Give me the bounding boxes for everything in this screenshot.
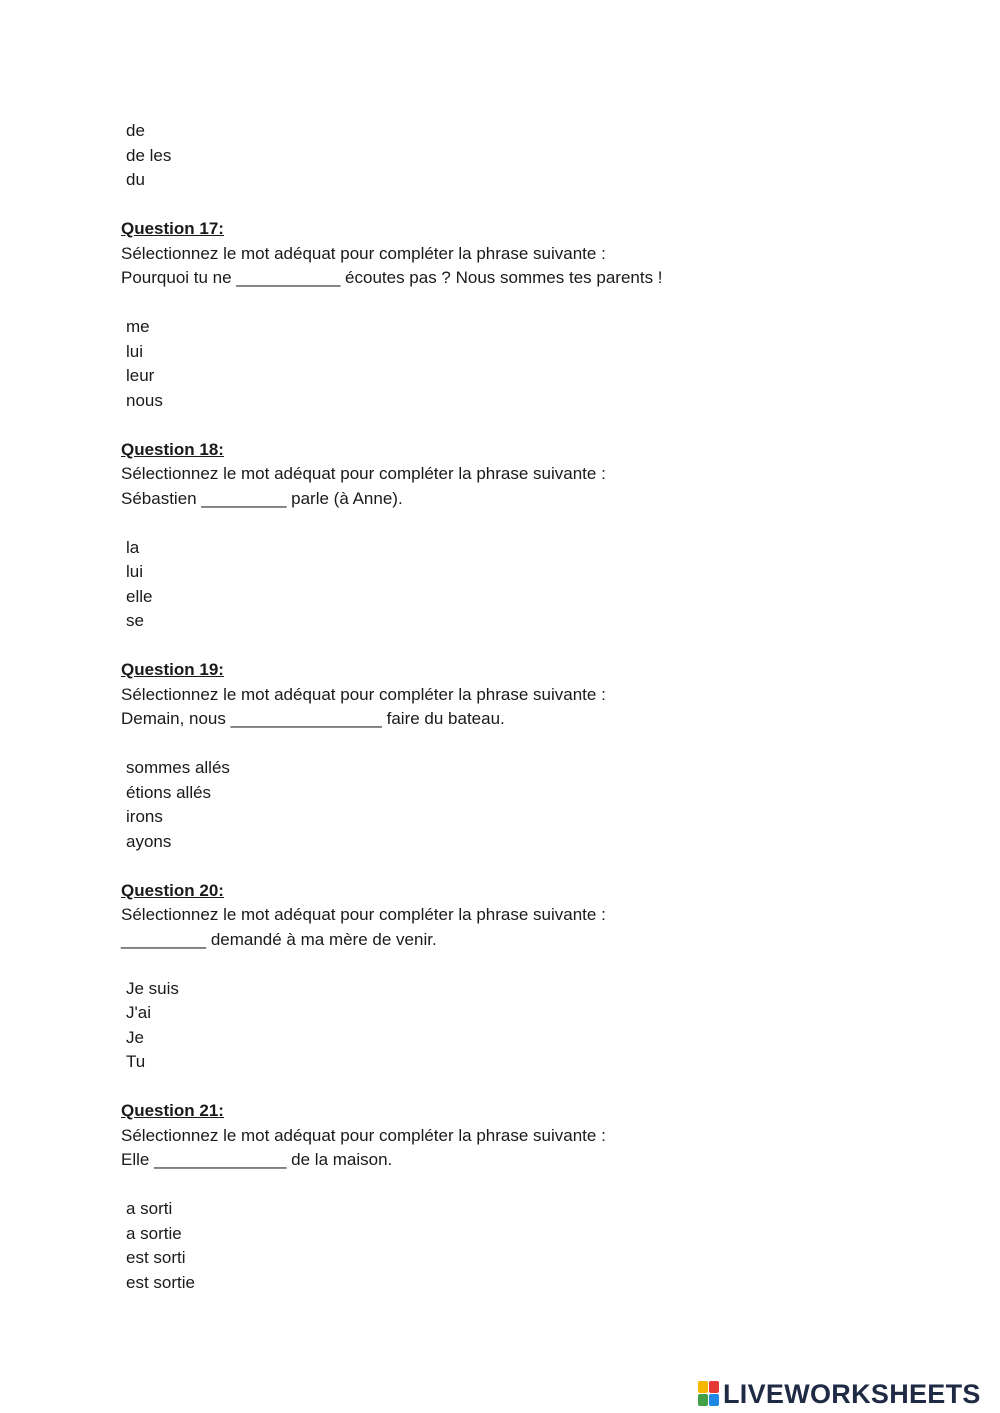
logo-block-2 — [709, 1381, 719, 1393]
question-instruction: Sélectionnez le mot adéquat pour compléter la phrase suivante : — [121, 243, 606, 263]
logo-mark-icon — [698, 1381, 720, 1407]
answer-option[interactable]: J'ai — [126, 1003, 151, 1022]
question-instruction: Sélectionnez le mot adéquat pour compléter la phrase suivante : — [121, 1125, 606, 1145]
question-title: Question 19: — [121, 660, 224, 679]
answer-option[interactable]: est sortie — [126, 1272, 195, 1292]
question-18 — [121, 438, 941, 634]
top-options — [121, 119, 941, 193]
question-instruction: Sélectionnez le mot adéquat pour compléter la phrase suivante : — [121, 905, 606, 924]
answer-option[interactable]: me — [126, 317, 150, 336]
question-19 — [121, 658, 941, 854]
answer-option[interactable]: a sortie — [126, 1223, 182, 1243]
question-instruction: Sélectionnez le mot adéquat pour compléter la phrase suivante : — [121, 684, 606, 704]
answer-option[interactable]: se — [126, 611, 144, 630]
logo-text: LIVEWORKSHEETS — [723, 1378, 981, 1409]
answer-option[interactable]: lui — [126, 562, 144, 581]
question-sentence: Demain, nous ________________ faire du bateau. — [121, 709, 505, 728]
question-instruction: Sélectionnez le mot adéquat pour compléter la phrase suivante : — [121, 464, 606, 483]
question-title: Question 21: — [121, 1101, 224, 1120]
logo-block-4 — [709, 1394, 719, 1406]
answer-option[interactable]: lui — [126, 341, 144, 361]
logo-block-1 — [698, 1381, 708, 1393]
question-title: Question 20: — [121, 880, 224, 900]
answer-option[interactable]: a sorti — [126, 1199, 173, 1218]
answer-options — [121, 756, 941, 854]
answer-option[interactable]: du — [126, 170, 145, 189]
answer-option[interactable]: étions allés — [126, 782, 212, 802]
answer-option[interactable]: nous — [126, 390, 163, 410]
worksheet-page — [121, 119, 941, 1295]
answer-options — [121, 536, 941, 634]
answer-options — [121, 1197, 941, 1295]
answer-options — [121, 977, 941, 1075]
question-sentence: _________ demandé à ma mère de venir. — [121, 929, 437, 949]
question-21 — [121, 1099, 941, 1295]
logo-block-3 — [698, 1394, 708, 1406]
answer-option[interactable]: irons — [126, 807, 163, 826]
question-sentence: Sébastien _________ parle (à Anne). — [121, 488, 403, 508]
question-title: Question 18: — [121, 439, 224, 459]
answer-option[interactable]: ayons — [126, 831, 172, 851]
answer-option[interactable]: Je — [126, 1027, 144, 1047]
question-17 — [121, 217, 941, 413]
answer-option[interactable]: leur — [126, 366, 155, 385]
answer-option[interactable]: Tu — [126, 1052, 146, 1071]
question-20 — [121, 879, 941, 1075]
answer-option[interactable]: elle — [126, 586, 153, 606]
question-sentence: Elle ______________ de la maison. — [121, 1150, 393, 1169]
answer-option[interactable]: sommes allés — [126, 758, 230, 777]
answer-option[interactable]: de — [126, 121, 145, 140]
answer-option[interactable]: Je suis — [126, 978, 179, 998]
question-sentence: Pourquoi tu ne ___________ écoutes pas ? Nous sommes tes parents ! — [121, 268, 663, 287]
question-title: Question 17: — [121, 219, 224, 238]
answer-option[interactable]: de les — [126, 145, 172, 165]
liveworksheets-logo — [698, 1379, 981, 1409]
answer-option[interactable]: la — [126, 537, 140, 557]
answer-option[interactable]: est sorti — [126, 1248, 186, 1267]
answer-options — [121, 315, 941, 413]
